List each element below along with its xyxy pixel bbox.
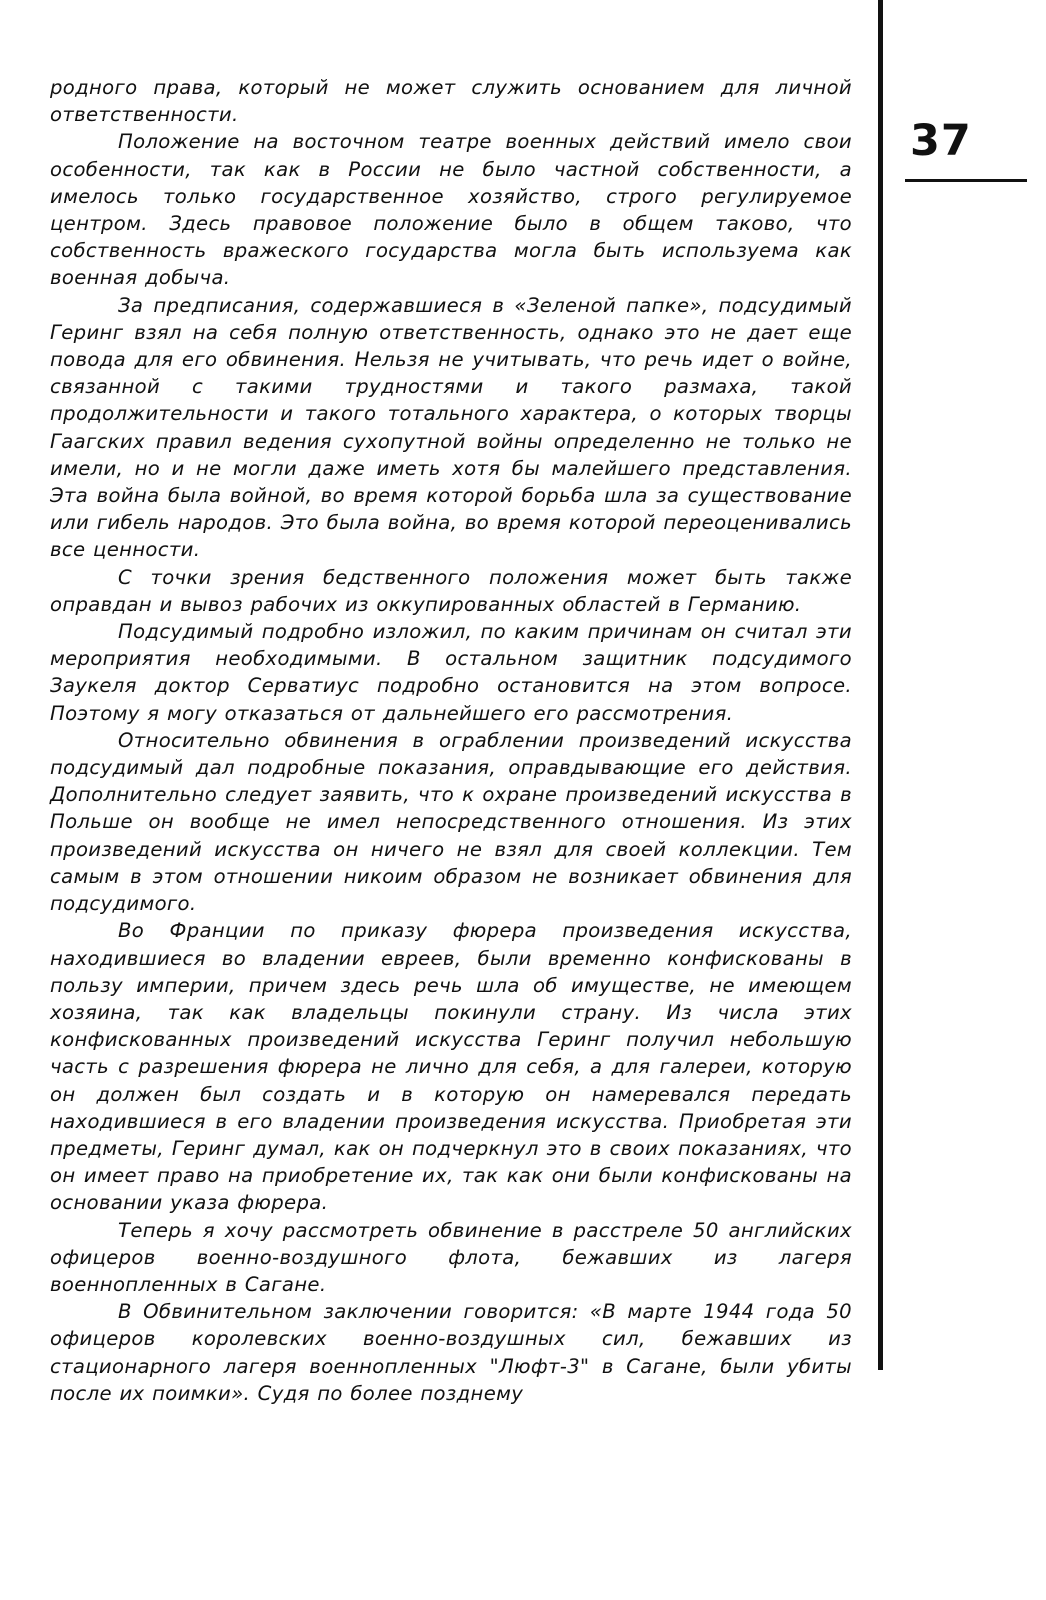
body-text — [50, 74, 852, 1407]
margin-vertical-rule — [878, 0, 883, 1370]
paragraph: За предписания, содержавшиеся в «Зеленой папке», подсудимый Геринг взял на себя полную ответственность, однако это не дает еще повода для его обвинения. Нельзя не учитывать, что речь идет о войне, связанной с такими трудностями и такого размаха, такой продолжительности и такого тотального характера, о которых творцы Гаагских правил ведения сухопутной войны определенно не только не имели, но и не могли даже иметь хотя бы малейшего представления. Эта война была войной, во время которой борьба шла за существование или гибель народов. Это была война, во время которой переоценивались все ценности. — [50, 293, 852, 562]
paragraph: Положение на восточном театре военных действий имело свои особенности, так как в России не было частной собственности, а имелось только государственное хозяйство, строго регулируемое центром. Здесь правовое положение было в общем таково, что собственность вражеского государства могла быть используема как военная добыча. — [50, 130, 852, 290]
paragraph: Теперь я хочу рассмотреть обвинение в расстреле 50 английских офицеров военно-воздушного флота, бежавших из лагеря военнопленных в Сагане. — [50, 1218, 852, 1296]
page-number-underline — [905, 179, 1027, 182]
paragraph: Относительно обвинения в ограблении произведений искусства подсудимый дал подробные показания, оправдывающие его действия. Дополнительно следует заявить, что к охране произведений искусства в Польше он вообще не имел непосредственного отношения. Из этих произведений искусства он ничего не взял для своей коллекции. Тем самым в этом отношении никоим образом не возникает обвинения для подсудимого. — [50, 728, 852, 916]
paragraph: В Обвинительном заключении говорится: «В марте 1944 года 50 офицеров королевских военно-воздушных сил, бежавших из стационарного лагеря военнопленных "Люфт-3" в Сагане, были убиты после их поимки». Судя по более позднему — [50, 1300, 852, 1405]
paragraph-continued: родного права, который не может служить основанием для личной ответственности. — [50, 76, 852, 127]
paragraph: Во Франции по приказу фюрера произведения искусства, находившиеся во владении евреев, были временно конфискованы в пользу империи, причем здесь речь шла об имуществе, не имеющем хозяина, так как владельцы покинули страну. Из числа этих конфискованных произведений искусства Геринг получил небольшую часть с разрешения фюрера не лично для себя, а для галереи, которую он должен был создать и в которую он намеревался передать находившиеся в его владении произведения искусства. Приобретая эти предметы, Геринг думал, как он подчеркнул это в своих показаниях, что он имеет право на приобретение их, так как они были конфискованы на основании указа фюрера. — [50, 919, 852, 1215]
paragraph: Подсудимый подробно изложил, по каким причинам он считал эти мероприятия необходимыми. В остальном защитник подсудимого Заукеля доктор Серватиус подробно остановится на этом вопросе. Поэтому я могу отказаться от дальнейшего его рассмотрения. — [50, 620, 852, 725]
paragraph: С точки зрения бедственного положения может быть также оправдан и вывоз рабочих из оккупированных областей в Германию. — [50, 565, 852, 616]
page-number: 37 — [910, 116, 972, 166]
